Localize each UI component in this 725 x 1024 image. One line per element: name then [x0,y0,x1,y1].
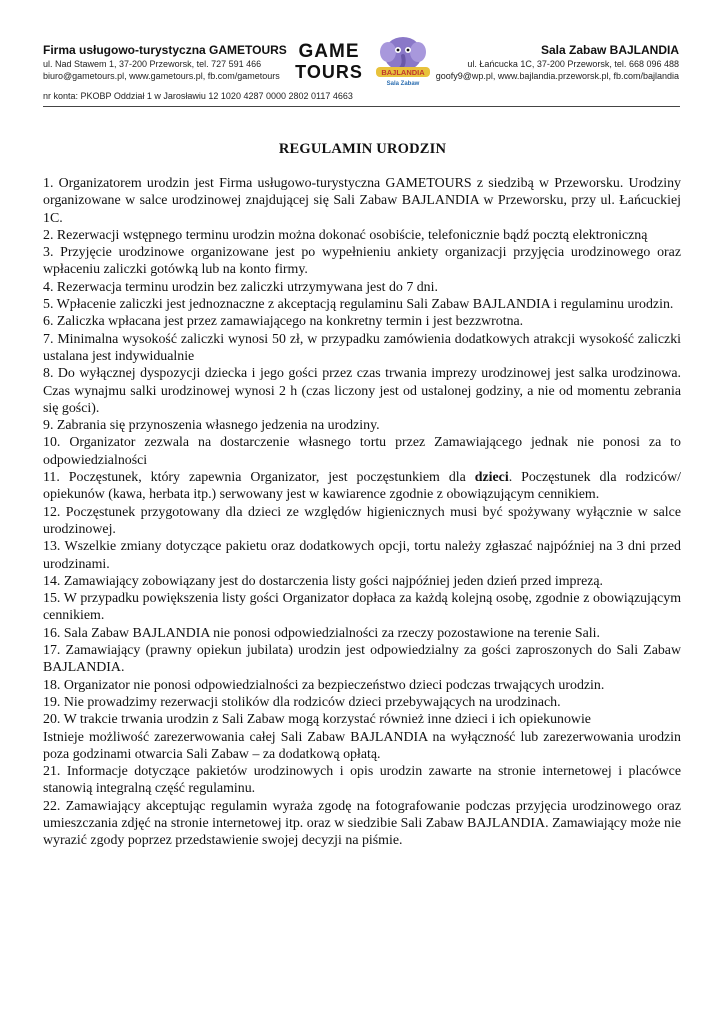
regulation-item: 2. Rezerwacji wstępnego terminu urodzin można dokonać osobiście, telefonicznie bądź pocztą elektroniczną [43,227,648,243]
bank-account: nr konta: PKOBP Oddział 1 w Jarosławiu 12 1020 4287 0000 2802 0117 4663 [43,91,353,101]
elephant-ear-left [380,42,396,62]
regulation-item-11 [43,469,681,504]
regulation-item: Istnieje możliwość zarezerwowania całej Sali Zabaw BAJLANDIA na wyłączność lub zarezerwowania urodzin poza godzinami otwarcia Sali Zabaw – za dodatkową opłatą. [43,729,681,762]
regulation-item: 18. Organizator nie ponosi odpowiedzialności za bezpieczeństwo dzieci podczas trwających urodzin. [43,677,605,693]
regulation-item: 21. Informacje dotyczące pakietów urodzinowych i opis urodzin zawarte na stronie internetowej i placówce stanowią integralną część regulaminu. [43,764,681,797]
gametours-address: ul. Nad Stawem 1, 37-200 Przeworsk, tel. 727 591 466 [43,59,262,69]
regulation-item: 6. Zaliczka wpłacana jest przez zamawiającego na konkretny termin i jest bezzwrotna. [43,314,524,330]
regulation-item: 17. Zamawiający (prawny opiekun jubilata) urodzin jest odpowiedzialny za gości zaproszonych do Sali Zabaw BAJLANDIA. [43,643,681,676]
item11-bold: dzieci [474,470,509,486]
regulation-item: 14. Zamawiający zobowiązany jest do dostarczenia listy gości najpóźniej jeden dzień przed imprezą. [43,573,604,589]
gametours-company-name: Firma usługowo-turystyczna GAMETOURS [43,43,287,57]
header-bajlandia [419,43,679,82]
bajlandia-contact: goofy9@wp.pl, www.bajlandia.przeworsk.pl, fb.com/bajlandia [435,71,679,81]
gametours-logo-line1: GAME [298,41,360,62]
item11-before: 11. Poczęstunek, który zapewnia Organizator, jest poczęstunkiem dla [43,470,475,486]
gametours-logo [290,38,368,82]
bajlandia-address: ul. Łańcucka 1C, 37-200 Przeworsk, tel. 668 096 488 [467,59,679,69]
item11-after: . Poczęstunek dla rodziców/ opiekunów (kawa, herbata itp.) serwowany jest w kawiarence zgodnie z obowiązującym cennikiem. [43,470,681,503]
regulation-item: 12. Poczęstunek przygotowany dla dzieci ze względów higienicznych musi być spożywany wyłącznie w salce urodzinowej. [43,504,681,537]
regulation-item: 9. Zabrania się przynoszenia własnego jedzenia na urodziny. [43,418,380,434]
regulation-item: 3. Przyjęcie urodzinowe organizowane jest po wypełnieniu ankiety organizacji przyjęcia urodzinowego oraz wpłaceniu zaliczki gotówką lub na konto firmy. [43,245,681,278]
gametours-contact: biuro@gametours.pl, www.gametours.pl, fb.com/gametours [43,71,280,81]
regulation-item: 10. Organizator zezwala na dostarczenie własnego tortu przez Zamawiającego jednak nie ponosi za to odpowiedzialności [43,435,681,468]
bajlandia-logo-line1: BAJLANDIA [381,68,425,77]
header-divider [43,106,680,107]
regulation-item: 5. Wpłacenie zaliczki jest jednoznaczne z akceptacją regulaminu Sali Zabaw BAJLANDIA i regulaminu urodzin. [43,297,674,313]
regulation-item: 15. W przypadku powiększenia listy gości Organizator dopłaca za każdą kolejną osobę, zgodnie z obowiązującym cennikiem. [43,591,681,624]
header-gametours [43,43,298,82]
gametours-logo-line2: TOURS [295,62,363,82]
regulation-item: 8. Do wyłącznej dyspozycji dziecka i jego gości przez czas trwania imprezy urodzinowej jest salka urodzinowa. Czas wynajmu salki urodzinowej wynosi 2 h (czas liczony jest od ustalonej godziny, a nie od momentu zebrania się gości). [43,366,681,416]
bajlandia-name: Sala Zabaw BAJLANDIA [540,43,679,57]
regulation-item: 22. Zamawiający akceptując regulamin wyraża zgodę na fotografowanie podczas przyjęcia urodzinowego oraz umieszczania zdjęć na stronie internetowej itp. oraz w siedzibie Sali Zabaw BAJLANDIA. Zamawiający może nie wyrazić zgody poprzez przedstawienie swojej decyzji na piśmie. [43,798,681,849]
regulation-item: 16. Sala Zabaw BAJLANDIA nie ponosi odpowiedzialności za rzeczy pozostawione na terenie Sali. [43,625,601,641]
regulation-item: 4. Rezerwacja terminu urodzin bez zaliczki utrzymywana jest do 7 dni. [43,279,438,295]
bajlandia-logo-line2: Sala Zabaw [386,81,420,87]
regulation-item: 19. Nie prowadzimy rezerwacji stolików dla rodziców dzieci przebywających na urodzinach. [43,694,561,710]
regulation-item: 7. Minimalna wysokość zaliczki wynosi 50 zł, w przypadku zamówienia dodatkowych atrakcji wysokość zaliczki ustalana jest indywidualnie [43,331,681,364]
regulation-item: 1. Organizatorem urodzin jest Firma usługowo-turystyczna GAMETOURS z siedzibą w Przeworsku. Urodziny organizowane w salce urodzinowej znajdującej się Sali Zabaw BAJLANDIA w Przeworsku, przy ul. Łańcuckiej 1C. [43,176,681,226]
regulations-body [43,175,681,850]
document-title: REGULAMIN URODZIN [278,141,447,157]
regulation-item: 20. W trakcie trwania urodzin z Sali Zabaw mogą korzystać również inne dzieci i ich opiekunowie [43,712,591,728]
regulation-item: 13. Wszelkie zmiany dotyczące pakietu oraz dodatkowych opcji, tortu należy zgłaszać najpóźniej na 3 dni przed urodzinami. [43,539,681,572]
